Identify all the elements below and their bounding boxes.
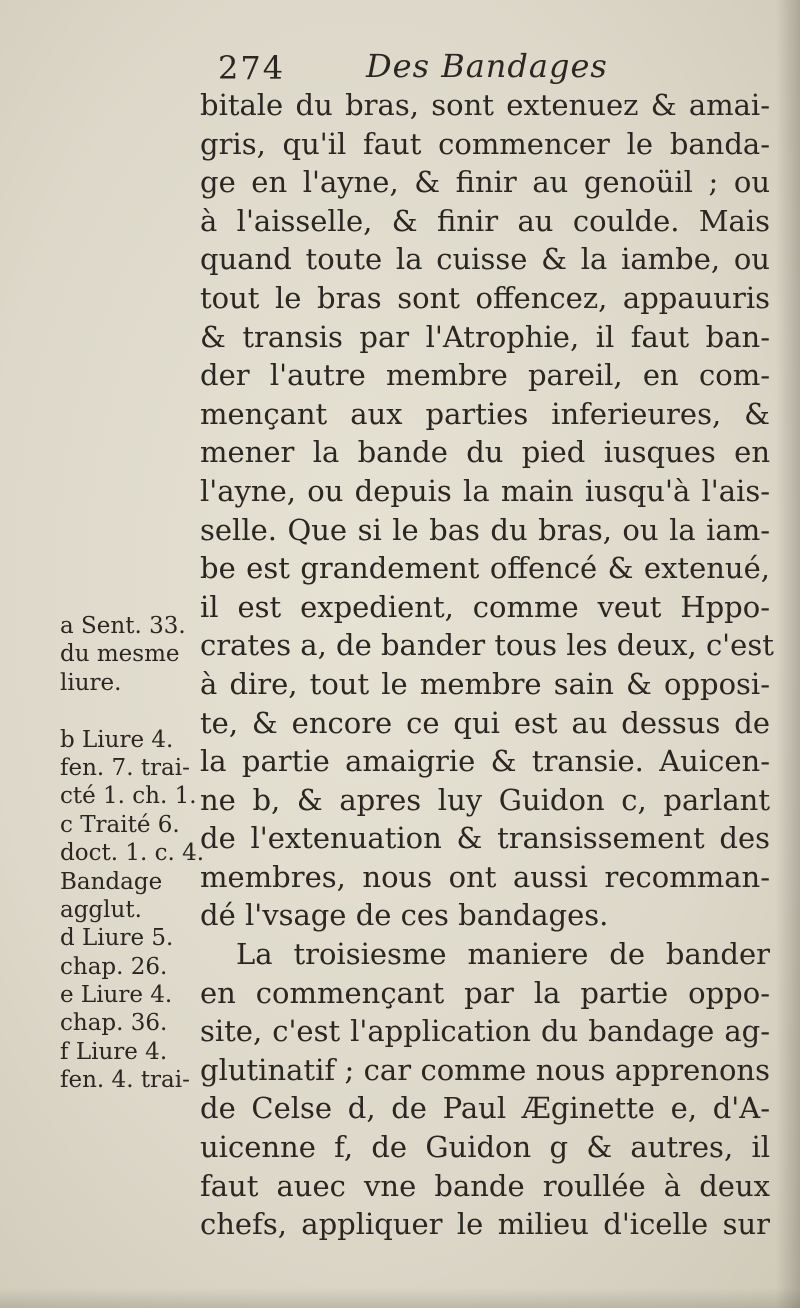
text-line: en commençant par la partie oppo-	[200, 975, 770, 1010]
page-header	[208, 44, 768, 88]
margin-note: agglut.	[60, 896, 142, 923]
margin-note: chap. 26.	[60, 953, 168, 980]
text-line: chefs, appliquer le milieu d'icelle sur	[200, 1207, 770, 1242]
text-line: mener la bande du pied iusques en	[200, 435, 770, 470]
margin-note: liure.	[60, 669, 122, 696]
text-line: ne b, & apres luy Guidon c, parlant	[200, 782, 770, 817]
text-line: il est expedient, comme veut Hppo-	[200, 589, 770, 624]
margin-note	[60, 697, 210, 725]
text-line: dé l'vsage de ces bandages.	[200, 898, 609, 933]
text-line: l'ayne, ou depuis la main iusqu'à l'ais-	[200, 473, 770, 508]
running-title: Des Bandages	[366, 47, 608, 85]
margin-note: doct. 1. c. 4.	[60, 840, 205, 867]
text-line: de l'extenuation & transissement des	[200, 821, 770, 856]
text-line: tout le bras sont offencez, appauuris	[200, 280, 770, 315]
page-number: 274	[218, 49, 286, 87]
page-edge-shadow	[776, 0, 800, 1308]
margin-note: fen. 4. trai-	[60, 1067, 190, 1094]
text-line: de Celse d, de Paul Æginette e, d'A-	[200, 1091, 770, 1126]
margin-note: du mesme	[60, 641, 180, 668]
text-line: be est grandement offencé & extenué,	[200, 551, 770, 586]
margin-note: c Traité 6.	[60, 811, 180, 838]
text-line: selle. Que si le bas du bras, ou la iam-	[200, 512, 770, 547]
text-line: glutinatif ; car comme nous apprenons	[200, 1052, 770, 1087]
text-line: & transis par l'Atrophie, il faut ban-	[200, 319, 770, 354]
text-line: à dire, tout le membre sain & opposi-	[200, 666, 770, 701]
text-line: la partie amaigrie & transie. Auicen-	[200, 744, 770, 779]
margin-note: cté 1. ch. 1.	[60, 783, 197, 810]
text-line: site, c'est l'application du bandage ag-	[200, 1014, 770, 1049]
margin-note: e Liure 4.	[60, 982, 173, 1009]
margin-note: Bandage	[60, 868, 163, 895]
text-line: à l'aisselle, & finir au coulde. Mais	[200, 203, 770, 238]
margin-notes	[60, 612, 210, 1095]
text-line: quand toute la cuisse & la iambe, ou	[200, 242, 770, 277]
text-line: bitale du bras, sont extenuez & amai-	[200, 88, 770, 122]
text-line: der l'autre membre pareil, en com-	[200, 358, 770, 393]
margin-note: a Sent. 33.	[60, 613, 186, 639]
body-text	[200, 86, 774, 1244]
margin-note: fen. 7. trai-	[60, 754, 190, 781]
text-line: La troisiesme maniere de bander	[236, 937, 770, 972]
text-line: faut auec vne bande roullée à deux	[200, 1168, 770, 1203]
margin-note: chap. 36.	[60, 1010, 168, 1037]
text-line: gris, qu'il faut commencer le banda-	[200, 126, 770, 161]
text-line: uicenne f, de Guidon g & autres, il	[200, 1130, 770, 1165]
margin-note: d Liure 5.	[60, 925, 174, 952]
text-line: membres, nous ont aussi recomman-	[200, 859, 770, 894]
text-line: mençant aux parties inferieures, &	[200, 396, 770, 431]
page-bottom-shadow	[0, 1288, 800, 1308]
text-line: crates a, de bander tous les deux, c'est	[200, 628, 774, 663]
text-line: te, & encore ce qui est au dessus de	[200, 705, 770, 740]
margin-note: b Liure 4.	[60, 726, 174, 753]
margin-note: f Liure 4.	[60, 1038, 168, 1065]
text-line: ge en l'ayne, & finir au genoüil ; ou	[200, 165, 770, 200]
